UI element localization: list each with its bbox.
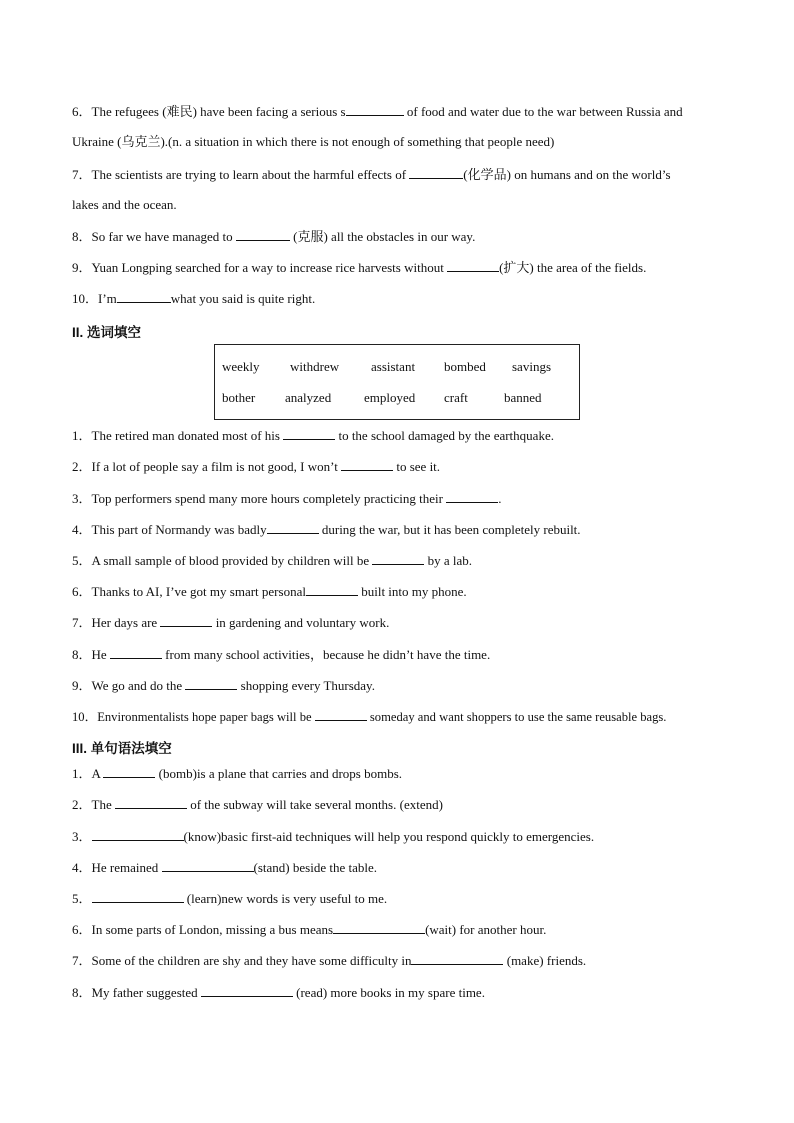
s2-item-5 (72, 552, 732, 569)
section-heading-word-choice: II. 选词填空 (72, 325, 142, 340)
answer-blank[interactable] (162, 859, 254, 872)
word-bank-item: analyzed (285, 390, 332, 405)
item-text: 3．Top performers spend many more hours completely practicing their (72, 491, 447, 506)
item-text: 4．He remained (72, 860, 162, 875)
item-text: 3． (72, 829, 92, 844)
word-bank-item: bombed (444, 359, 486, 374)
word-bank-box (214, 344, 580, 420)
item-text: (learn)new words is very useful to me. (183, 891, 388, 906)
s2-item-1 (72, 427, 732, 444)
item-text: 7．Some of the children are shy and they have some difficulty in (72, 953, 412, 968)
answer-blank[interactable] (115, 796, 187, 809)
s2-item-10 (72, 708, 732, 725)
item-text: to see it. (393, 459, 441, 474)
answer-blank[interactable] (283, 427, 335, 440)
s3-item-2 (72, 796, 732, 813)
item-text: (bomb)is a plane that carries and drops bombs. (155, 766, 402, 781)
item-text: 8．So far we have managed to (72, 229, 236, 244)
s2-item-6 (72, 583, 732, 600)
answer-blank[interactable] (92, 890, 184, 903)
item-text: (stand) beside the table. (253, 860, 377, 875)
s1-item-8 (72, 228, 732, 245)
item-text: 1．The retired man donated most of his (72, 428, 284, 443)
answer-blank[interactable] (341, 458, 393, 471)
answer-blank[interactable] (372, 552, 424, 565)
item-text: Ukraine (乌克兰).(n. a situation in which there is not enough of something that people need) (72, 134, 555, 149)
word-bank-item: employed (364, 390, 416, 405)
item-text: 8．My father suggested (72, 985, 201, 1000)
word-bank-item: savings (512, 359, 551, 374)
s1-item-7 (72, 166, 732, 183)
item-text: of food and water due to the war between Russia and (403, 104, 683, 119)
s2-item-7 (72, 614, 732, 631)
s1-item-10 (72, 290, 732, 307)
word-bank-item: assistant (371, 359, 416, 374)
answer-blank[interactable] (346, 103, 404, 116)
item-text: 4．This part of Normandy was badly (72, 522, 267, 537)
answer-blank[interactable] (446, 490, 498, 503)
answer-blank[interactable] (201, 984, 293, 997)
item-text: 9．We go and do the (72, 678, 186, 693)
s3-item-8 (72, 984, 732, 1001)
s2-item-2 (72, 458, 732, 475)
item-text: what you said is quite right. (170, 291, 316, 306)
answer-blank[interactable] (103, 765, 155, 778)
item-text: of the subway will take several months. (extend) (186, 797, 443, 812)
item-text: 8．He (72, 647, 110, 662)
answer-blank[interactable] (447, 259, 499, 272)
item-text: 6．The refugees (难民) have been facing a serious s (72, 104, 346, 119)
s2-item-3 (72, 490, 732, 507)
item-text: 6．In some parts of London, missing a bus means (72, 922, 334, 937)
item-text: 7．The scientists are trying to learn about the harmful effects of (72, 167, 410, 182)
s1-item-6 (72, 103, 732, 120)
item-text: 9．Yuan Longping searched for a way to increase rice harvests without (72, 260, 448, 275)
answer-blank[interactable] (267, 521, 319, 534)
item-text: to the school damaged by the earthquake. (335, 428, 554, 443)
item-text: (read) more books in my spare time. (292, 985, 485, 1000)
item-text: 6．Thanks to AI, I’ve got my smart personal (72, 584, 306, 599)
item-text: 1．A (72, 766, 104, 781)
s3-item-5 (72, 890, 732, 907)
item-text: (wait) for another hour. (425, 922, 547, 937)
item-text: 7．Her days are (72, 615, 161, 630)
item-text: 10．Environmentalists hope paper bags will be (72, 710, 315, 724)
answer-blank[interactable] (333, 921, 425, 934)
s1-item-9 (72, 259, 732, 276)
s3-item-7 (72, 952, 732, 969)
answer-blank[interactable] (236, 228, 290, 241)
answer-blank[interactable] (409, 166, 463, 179)
item-text: 2．If a lot of people say a film is not good, I won’t (72, 459, 342, 474)
answer-blank[interactable] (160, 614, 212, 627)
word-bank-item: banned (504, 390, 542, 405)
answer-blank[interactable] (185, 677, 237, 690)
answer-blank[interactable] (92, 828, 184, 841)
s3-item-4 (72, 859, 732, 876)
answer-blank[interactable] (110, 646, 162, 659)
word-bank-item: craft (444, 390, 468, 405)
answer-blank[interactable] (306, 583, 358, 596)
s1-item-7-cont (72, 197, 732, 213)
item-text: shopping every Thursday. (237, 678, 375, 693)
s1-item-6-cont (72, 134, 732, 150)
item-text: (扩大) the area of the fields. (499, 260, 647, 275)
item-text: someday and want shoppers to use the same reusable bags. (366, 710, 667, 724)
item-text: 10．I’m (72, 291, 117, 306)
word-bank-item: bother (222, 390, 256, 405)
item-text: in gardening and voluntary work. (212, 615, 390, 630)
item-text: 2．The (72, 797, 115, 812)
item-text: built into my phone. (357, 584, 467, 599)
s3-item-3 (72, 828, 732, 845)
item-text: (know)basic first-aid techniques will help you respond quickly to emergencies. (183, 829, 595, 844)
word-bank-item: withdrew (290, 359, 340, 374)
item-text: 5． (72, 891, 92, 906)
word-bank-item: weekly (222, 359, 260, 374)
answer-blank[interactable] (315, 708, 367, 721)
answer-blank[interactable] (411, 952, 503, 965)
s3-item-1 (72, 765, 732, 782)
item-text: during the war, but it has been completely rebuilt. (318, 522, 581, 537)
s3-item-6 (72, 921, 732, 938)
s2-item-8 (72, 646, 732, 663)
item-text: (化学品) on humans and on the world’s (463, 167, 671, 182)
item-text: (克服) all the obstacles in our way. (289, 229, 476, 244)
item-text: 5．A small sample of blood provided by children will be (72, 553, 373, 568)
section-heading-grammar-fill: III. 单句语法填空 (72, 741, 172, 756)
s2-item-9 (72, 677, 732, 694)
item-text: lakes and the ocean. (72, 197, 177, 212)
item-text: (make) friends. (503, 953, 587, 968)
s2-item-4 (72, 521, 732, 538)
item-text: . (498, 491, 502, 506)
item-text: from many school activities，because he didn’t have the time. (161, 647, 491, 662)
item-text: by a lab. (424, 553, 473, 568)
answer-blank[interactable] (117, 290, 171, 303)
